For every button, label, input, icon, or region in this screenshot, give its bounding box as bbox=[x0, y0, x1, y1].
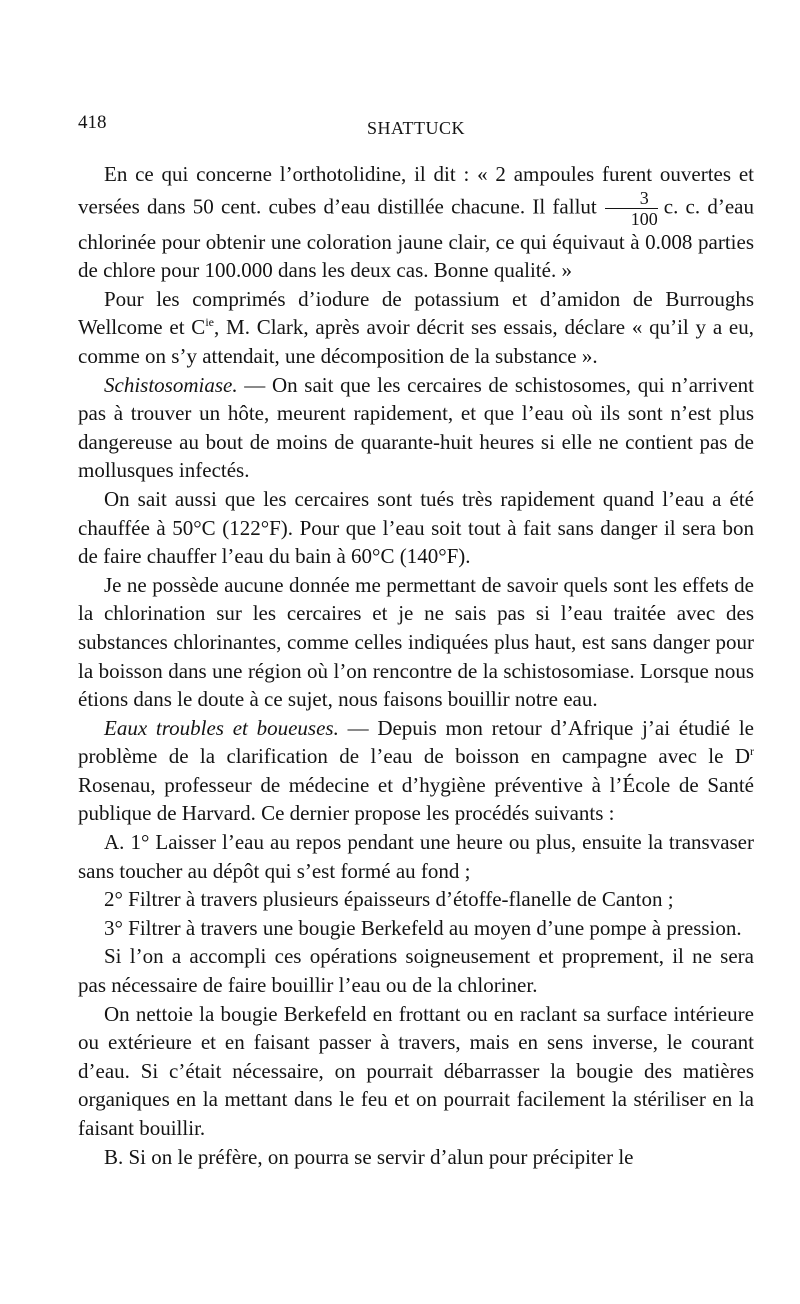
paragraph-chlorination: Je ne possède aucune donnée me permettant de savoir quels sont les effets de la chlorination sur les cercaires et je ne sais pas si l’eau traitée avec des substances chlorinantes, comme celles indiquées plus haut, est sans danger pour la boisson dans une région où l’on rencontre de la schistosomiase. Lorsque nous étions dans le doute à ce sujet, nous faisons bouillir notre eau. bbox=[78, 572, 754, 712]
fraction-numerator: 3 bbox=[605, 189, 658, 209]
body-text bbox=[78, 160, 754, 1171]
running-head: SHATTUCK bbox=[366, 118, 465, 138]
paragraph-text: Pour les comprimés d’iodure de potassium et d’amidon de Burroughs Wellcome et C bbox=[78, 286, 754, 340]
paragraph-step-3: 3° Filtrer à travers une bougie Berkefeld au moyen d’une pompe à pression. bbox=[104, 915, 742, 940]
paragraph-text: , M. Clark, après avoir décrit ses essais, déclare « qu’il y a eu, comme on s’y attendait, une décomposition de la substance ». bbox=[78, 315, 754, 368]
paragraph-text: En ce qui concerne l’orthotolidine, il dit : « 2 ampoules furent ouvertes et versées dans 50 cent. cubes d’eau distillée chacune. Il fallut bbox=[78, 162, 754, 218]
paragraph-operations: Si l’on a accompli ces opérations soigneusement et proprement, il ne sera pas nécessaire de faire bouillir l’eau ou de la chloriner. bbox=[78, 944, 754, 998]
paragraph-schistosomiase bbox=[78, 371, 754, 485]
paragraph-cercaires: On sait aussi que les cercaires sont tués très rapidement quand l’eau a été chauffée à 50°C (122°F). Pour que l’eau soit tout à fait sans danger il sera bon de faire chauffer l’eau du bain à 60°C (140°F). bbox=[78, 486, 754, 569]
fraction-denominator: 100 bbox=[630, 208, 658, 229]
section-title: Schistosomiase. bbox=[104, 372, 238, 397]
paragraph-step-2: 2° Filtrer à travers plusieurs épaisseurs d’étoffe-flanelle de Canton ; bbox=[104, 887, 674, 912]
book-page bbox=[78, 112, 754, 1171]
fraction bbox=[605, 189, 658, 228]
paragraph-step-b: B. Si on le préfère, on pourra se servir d’alun pour précipiter le bbox=[104, 1144, 634, 1169]
page-header bbox=[78, 112, 754, 144]
paragraph-nettoyage: On nettoie la bougie Berkefeld en frottant ou en raclant sa surface intérieure ou extérieure et en faisant passer à travers, mais en sens inverse, le courant d’eau. Si c’était nécessaire, on pourrait débarrasser la bougie des matières organiques en la mettant dans le feu et on pourrait facilement la stériliser en la faisant bouillir. bbox=[78, 1001, 754, 1140]
page-number: 418 bbox=[78, 112, 107, 133]
paragraph-step-a1: A. 1° Laisser l’eau au repos pendant une heure ou plus, ensuite la transvaser sans toucher au dépôt qui s’est formé au fond ; bbox=[78, 830, 754, 883]
paragraph-eaux-troubles bbox=[78, 714, 754, 828]
paragraph-text: — Depuis mon retour d’Afrique j’ai étudié le problème de la clarification de l’eau de boisson en campagne avec le D bbox=[78, 715, 754, 769]
paragraph-orthotolidine bbox=[78, 160, 754, 285]
paragraph-text: Rosenau, professeur de médecine et d’hygiène préventive à l’École de Santé publique de Harvard. Ce dernier propose les procédés suivants : bbox=[78, 772, 754, 826]
paragraph-comprimes bbox=[78, 285, 754, 371]
section-title: Eaux troubles et boueuses. bbox=[104, 715, 339, 740]
paragraph-text: — On sait que les cercaires de schistosomes, qui n’arrivent pas à trouver un hôte, meurent rapidement, et que l’eau où ils sont n’est plus dangereuse au bout de moins de quarante-huit heures si elle ne contient pas de mollusques infectés. bbox=[78, 372, 754, 483]
superscript: ie bbox=[205, 315, 214, 330]
paragraph-text: c. c. d’eau chlorinée pour obtenir une coloration jaune clair, ce qui équivaut à 0.008 parties de chlore pour 100.000 dans les deux cas. Bonne qualité. » bbox=[78, 193, 754, 283]
superscript: r bbox=[750, 744, 754, 759]
